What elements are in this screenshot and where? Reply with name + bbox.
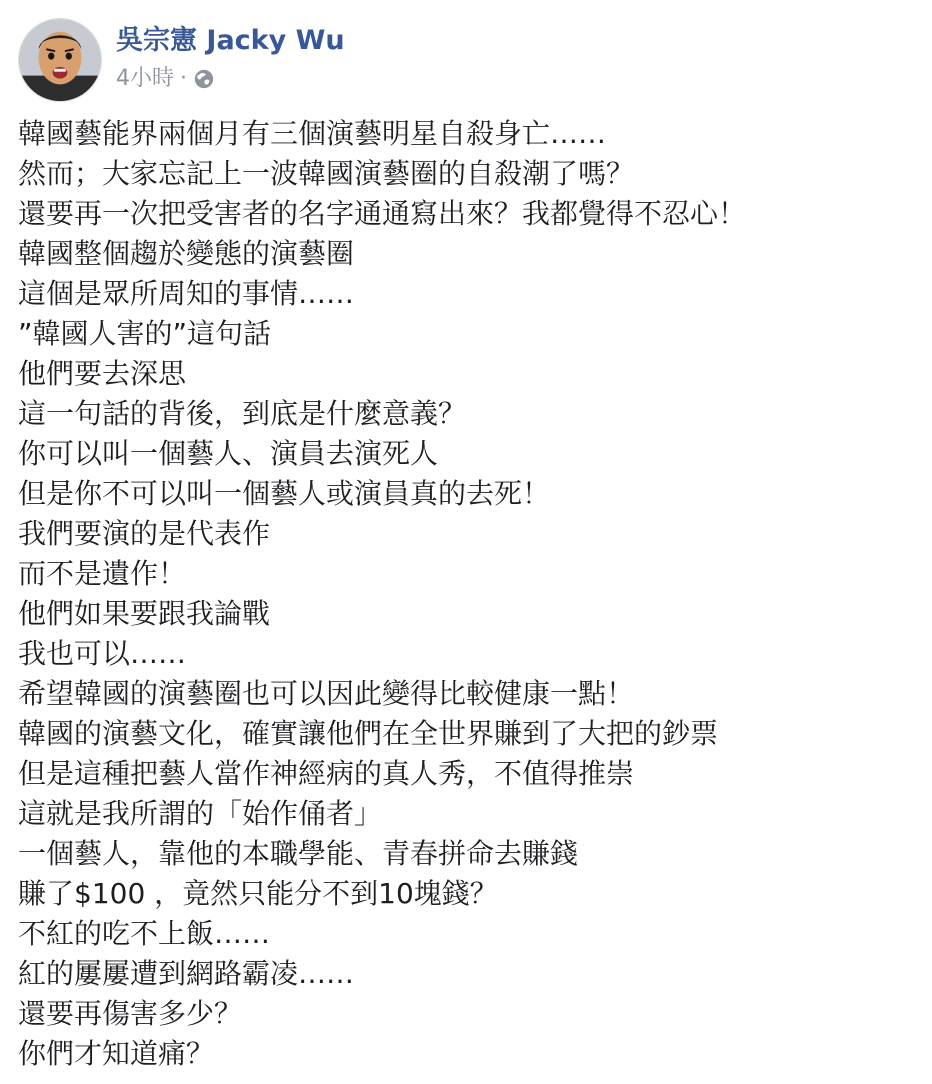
meta-separator: · [180,66,187,91]
post-line: 希望韓國的演藝圈也可以因此變得比較健康一點！ [18,677,635,710]
post-line: 我們要演的是代表作 [18,517,271,550]
post-line: 韓國整個趨於變態的演藝圈 [18,237,355,270]
post-line: 還要再一次把受害者的名字通通寫出來？我都覺得不忍心！ [18,197,747,230]
post-line: 一個藝人，靠他的本職學能、青春拼命去賺錢 [18,837,579,870]
post-timestamp[interactable]: 4小時 [116,66,174,91]
post-line: 賺了$100 ，竟然只能分不到10塊錢？ [18,877,498,910]
post-line: 這就是我所謂的「始作俑者」 [18,797,383,830]
post-meta [116,18,345,94]
post-line: 但是這種把藝人當作神經病的真人秀，不值得推崇 [18,757,635,790]
post-line: 但是你不可以叫一個藝人或演員真的去死！ [18,477,551,510]
post-line: 而不是遺作！ [18,557,187,590]
avatar-image [19,19,101,101]
post-line: 這一句話的背後，到底是什麼意義？ [18,397,467,430]
author-name[interactable]: 吳宗憲 Jacky Wu [116,25,345,56]
post-line: 他們要去深思 [18,357,187,390]
post-line: 韓國藝能界兩個月有三個演藝明星自殺身亡…… [18,117,607,150]
post-line: 我也可以…… [18,637,187,670]
avatar[interactable] [18,18,102,102]
post-line: 還要再傷害多少？ [18,997,243,1030]
post-line: 韓國的演藝文化，確實讓他們在全世界賺到了大把的鈔票 [18,717,719,750]
post-line: 紅的屢屢遭到網路霸凌…… [18,957,355,990]
post-header [18,18,345,102]
post-line: 這個是眾所周知的事情…… [18,277,355,310]
post-text [18,114,918,1074]
post-line: 你們才知道痛？ [18,1037,215,1070]
post-line: 不紅的吃不上飯…… [18,917,271,950]
post-line: 然而；大家忘記上一波韓國演藝圈的自殺潮了嗎？ [18,157,635,190]
post-line: ”韓國人害的”這句話 [18,317,272,350]
post-line: 他們如果要跟我論戰 [18,597,271,630]
globe-icon[interactable] [193,68,215,90]
post-line: 你可以叫一個藝人、演員去演死人 [18,437,439,470]
post-subline [116,64,345,94]
